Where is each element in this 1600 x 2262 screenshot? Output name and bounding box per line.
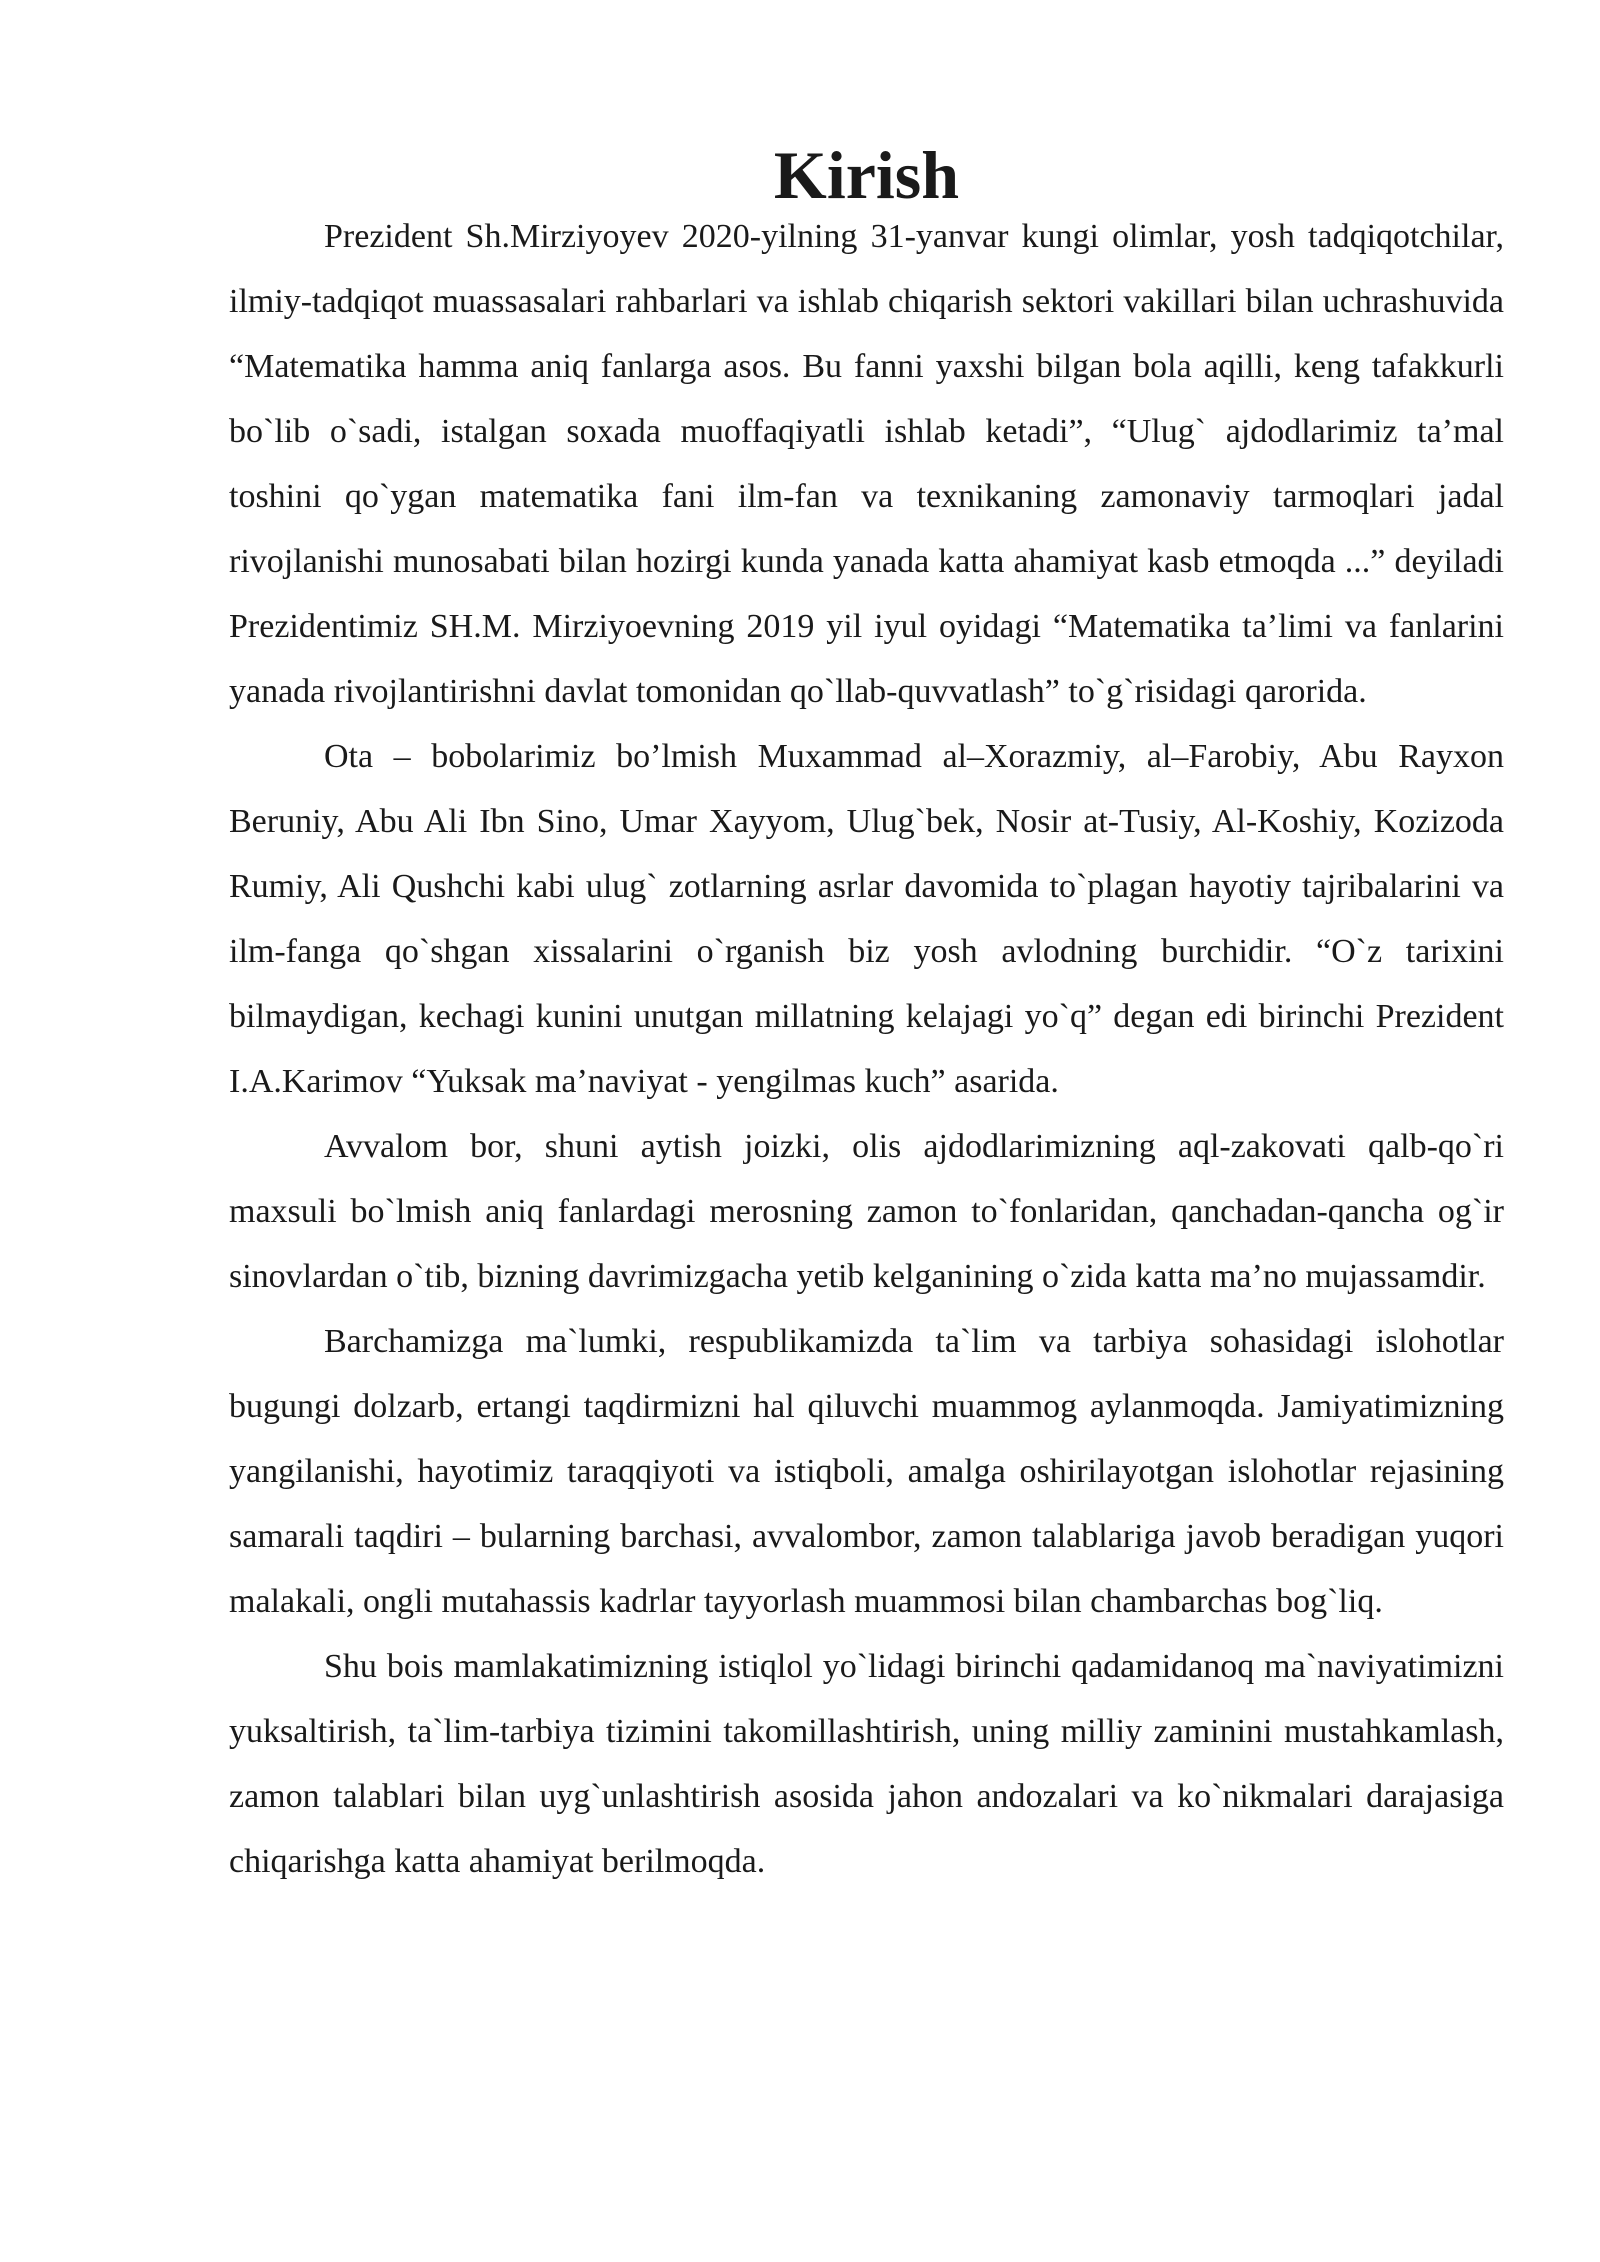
paragraph: Shu bois mamlakatimizning istiqlol yo`lidagi birinchi qadamidanoq ma`naviyatimizni yuksaltirish, ta`lim-tarbiya tizimini takomillashtirish, uning milliy zaminini mustahkamlash, zamon talablari bilan uyg`unlashtirish asosida jahon andozalari va ko`nikmalari darajasiga chiqarishga katta ahamiyat berilmoqda. [229, 1648, 1504, 1880]
paragraph: Avvalom bor, shuni aytish joizki, olis ajdodlarimizning aql-zakovati qalb-qo`ri maxsuli bo`lmish aniq fanlardagi merosning zamon to`fonlaridan, qanchadan-qancha og`ir sinovlardan o`tib, bizning davrimizgacha yetib kelganining o`zida katta ma’no mujassamdir. [229, 1128, 1504, 1295]
paragraph: Prezident Sh.Mirziyoyev 2020-yilning 31-yanvar kungi olimlar, yosh tadqiqotchilar, ilmiy-tadqiqot muassasalari rahbarlari va ishlab chiqarish sektori vakillari bilan uchrashuvida “Matematika hamma aniq fanlarga asos. Bu fanni yaxshi bilgan bola aqilli, keng tafakkurli bo`lib o`sadi, istalgan soxada muoffaqiyatli ishlab ketadi”, “Ulug` ajdodlarimiz ta’mal toshini qo`ygan matematika fani ilm-fan va texnikaning zamonaviy tarmoqlari jadal rivojlanishi munosabati bilan hozirgi kunda yanada katta ahamiyat kasb etmoqda ...” deyiladi Prezidentimiz SH.M. Mirziyoevning 2019 yil iyul oyidagi “Matematika ta’limi va fanlarini yanada rivojlantirishni davlat tomonidan qo`llab-quvvatlash” to`g`risidagi qarorida. [229, 218, 1504, 710]
paragraph: Ota – bobolarimiz bo’lmish Muxammad al–Xorazmiy, al–Farobiy, Abu Rayxon Beruniy, Abu Ali Ibn Sino, Umar Xayyom, Ulug`bek, Nosir at-Tusiy, Al-Koshiy, Kozizoda Rumiy, Ali Qushchi kabi ulug` zotlarning asrlar davomida to`plagan hayotiy tajribalarini va ilm-fanga qo`shgan xissalarini o`rganish biz yosh avlodning burchidir. “O`z tarixini bilmaydigan, kechagi kunini unutgan millatning kelajagi yo`q” degan edi birinchi Prezident I.A.Karimov “Yuksak ma’naviyat - yengilmas kuch” asarida. [229, 738, 1504, 1100]
document-body [229, 137, 1504, 1894]
page-title: Kirish [773, 137, 960, 213]
paragraph: Barchamizga ma`lumki, respublikamizda ta`lim va tarbiya sohasidagi islohotlar bugungi dolzarb, ertangi taqdirmizni hal qiluvchi muammog aylanmoqda. Jamiyatimizning yangilanishi, hayotimiz taraqqiyoti va istiqboli, amalga oshirilayotgan islohotlar rejasining samarali taqdiri – bularning barchasi, avvalombor, zamon talablariga javob beradigan yuqori malakali, ongli mutahassis kadrlar tayyorlash muammosi bilan chambarchas bog`liq. [229, 1323, 1504, 1620]
